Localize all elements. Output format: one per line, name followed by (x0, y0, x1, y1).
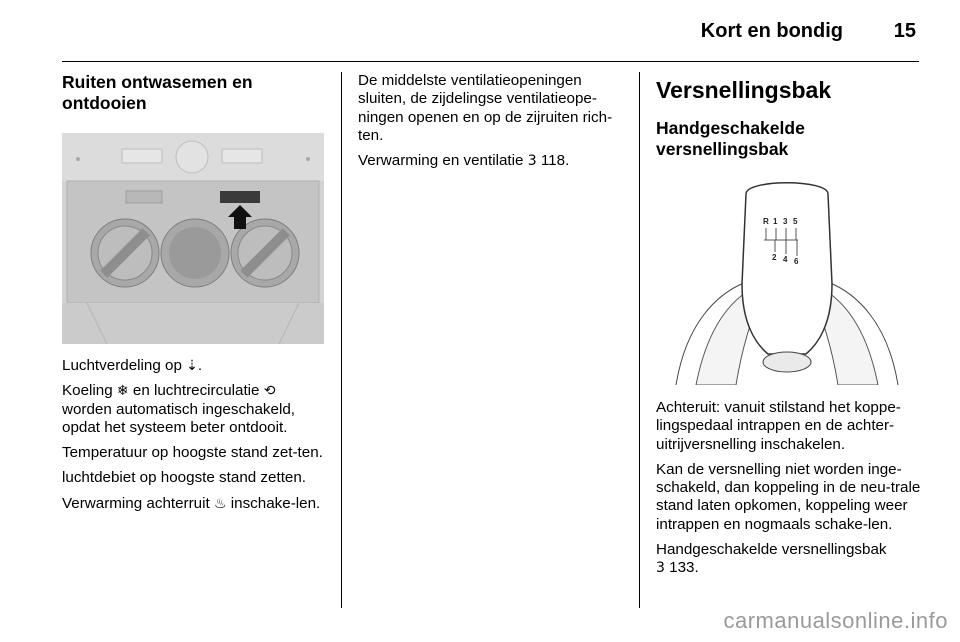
para-cooling-recirculation: Koeling ❄ en luchtrecirculatie ⟲ worden automatisch ingeschakeld, opdat het systeem beter ontdooit. (62, 382, 296, 436)
para-gearbox-ref: Handgeschakelde versnellingsbak 3 133. (656, 541, 887, 577)
gear-label-6: 6 (794, 257, 799, 266)
gear-label-5: 5 (793, 217, 798, 226)
gear-label-1: 1 (773, 217, 778, 226)
page-number: 15 (893, 20, 916, 42)
para-air-distribution: Luchtverdeling op ⇣. (62, 357, 203, 374)
para-vents: De middelste ventilatieopeningen sluiten, de zijdelingse ventilatieope-ningen openen en op de zijruiten rich-ten. (358, 72, 613, 144)
header-title: Kort en bondig (700, 20, 843, 42)
recirculation-icon: ⟲ (263, 383, 276, 400)
page-ref-arrow-icon: 3 (527, 153, 537, 170)
gear-label-r: R (763, 217, 769, 226)
page-header (0, 14, 960, 54)
column-3 (656, 72, 924, 585)
para-air-flow: luchtdebiet op hoogste stand zetten. (62, 469, 307, 487)
header-rule (62, 61, 919, 62)
ac-snowflake-icon: ❄ (116, 383, 129, 400)
gear-label-2: 2 (772, 253, 777, 262)
para-heating-ref: Verwarming en ventilatie 3 118. (358, 152, 570, 170)
para-reverse: Achteruit: vanuit stilstand het koppe-lingspedaal intrappen en de achter-uitrijversnelling inschakelen. (656, 399, 901, 453)
section-heading-defrost: Ruiten ontwasemen en ontdooien (62, 72, 253, 113)
page-ref-arrow-icon: 3 (656, 560, 665, 577)
para-temperature: Temperatuur op hoogste stand zet-ten. (62, 444, 323, 462)
climate-control-illustration (62, 133, 324, 344)
subheading-manual-gearbox: Handgeschakelde versnellingsbak (656, 118, 805, 159)
gear-label-3: 3 (783, 217, 788, 226)
para-rear-window-heating: Verwarming achterruit ♨ inschake-len. (62, 494, 321, 512)
para-gear-engage: Kan de versnelling niet worden inge-schakeld, dan koppeling in de neu-trale stand laten opkomen, koppeling weer intrappen en nogmaals schake-len. (656, 460, 921, 533)
watermark: carmanualsonline.info (723, 608, 948, 633)
gear-lever-illustration (656, 174, 918, 385)
gear-label-4: 4 (783, 255, 788, 264)
column-2 (358, 72, 622, 177)
rear-defrost-icon: ♨ (213, 495, 227, 512)
column-1 (62, 72, 324, 520)
windscreen-air-icon: ⇣ (186, 358, 198, 374)
column-divider-2 (639, 72, 640, 608)
column-divider-1 (341, 72, 342, 608)
section-heading-gearbox: Versnellingsbak (656, 77, 832, 103)
